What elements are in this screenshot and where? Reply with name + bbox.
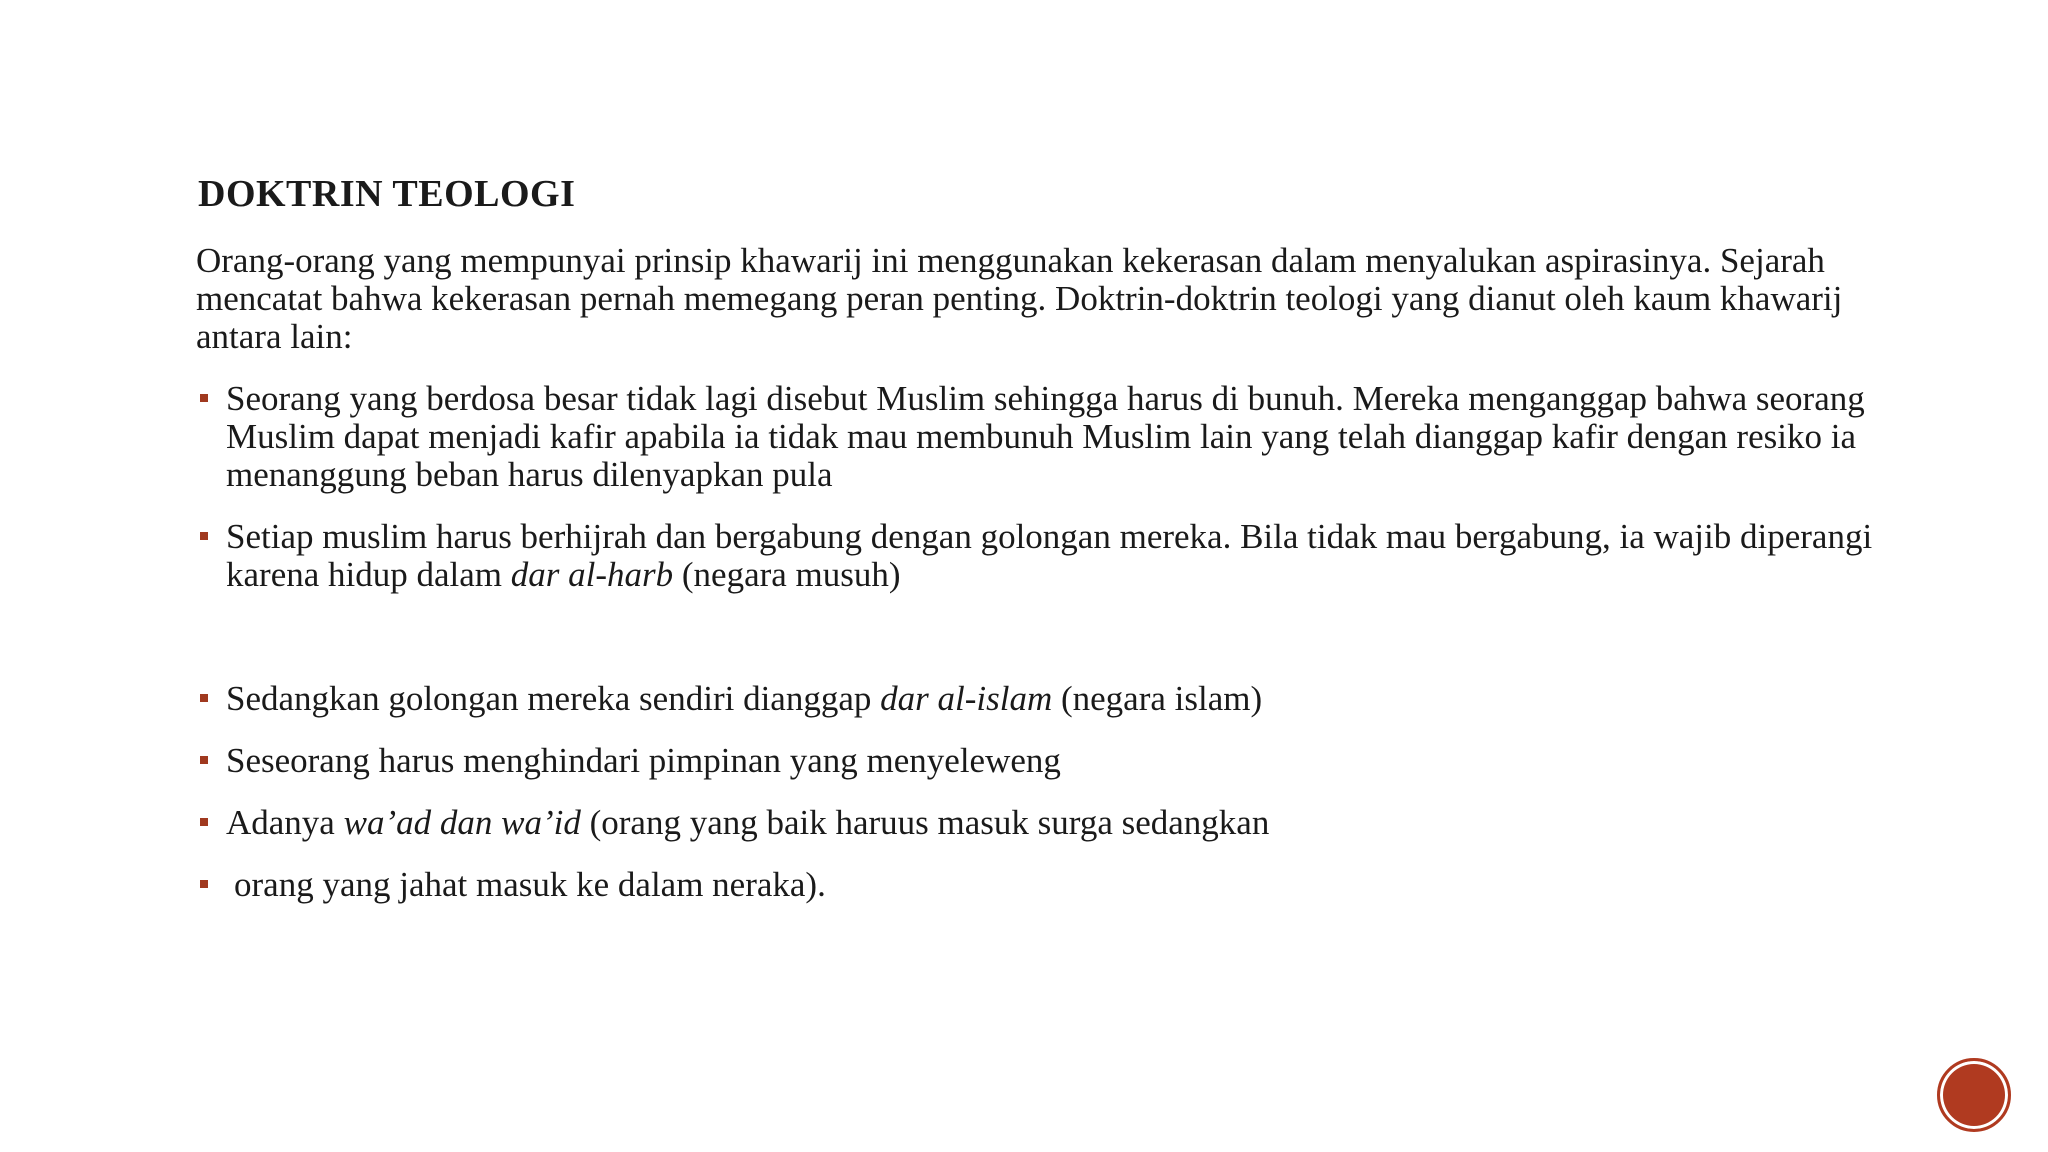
square-bullet-icon [200, 394, 208, 402]
intro-paragraph: Orang-orang yang mempunyai prinsip khawarij ini menggunakan kekerasan dalam menyalukan aspirasinya. Sejarah mencatat bahwa kekerasan pernah memegang peran penting. Doktrin-doktrin teologi yang dianut oleh kaum khawarij antara lain: [196, 241, 1843, 356]
bullet-text-before: Sedangkan golongan mereka sendiri dianggap [226, 679, 881, 718]
list-item [196, 380, 1916, 494]
italic-term: dar al-harb [510, 555, 674, 594]
list-item [196, 804, 1916, 842]
doctrine-list [196, 380, 1916, 904]
bullet-text [226, 517, 1872, 594]
bullet-text [226, 679, 1262, 718]
italic-term: wa’ad dan wa’id [343, 803, 581, 842]
bullet-text [226, 803, 1269, 842]
bullet-text-after: (orang yang baik haruus masuk surga sedangkan [580, 803, 1270, 842]
bullet-text-after: (negara islam) [1052, 679, 1263, 718]
square-bullet-icon [200, 818, 208, 826]
square-bullet-icon [200, 880, 208, 888]
bullet-text-after: (negara musuh) [673, 555, 901, 594]
square-bullet-icon [200, 756, 208, 764]
square-bullet-icon [200, 694, 208, 702]
italic-term: dar al-islam [880, 679, 1053, 718]
bullet-text: Seorang yang berdosa besar tidak lagi disebut Muslim sehingga harus di bunuh. Mereka menganggap bahwa seorang Muslim dapat menjadi kafir apabila ia tidak mau membunuh Muslim lain yang telah dianggap kafir dengan resiko ia menanggung beban harus dilenyapkan pula [226, 379, 1865, 494]
circle-badge-icon [1937, 1058, 2011, 1132]
list-item [196, 518, 1916, 594]
square-bullet-icon [200, 532, 208, 540]
bullet-text-before: Adanya [226, 803, 344, 842]
list-item [196, 866, 1916, 904]
bullet-text: orang yang jahat masuk ke dalam neraka). [234, 865, 826, 904]
bullet-text: Seseorang harus menghindari pimpinan yang menyeleweng [226, 741, 1061, 780]
slide-title: DOKTRIN TEOLOGI [198, 173, 576, 215]
bullet-text-before: Setiap muslim harus berhijrah dan bergabung dengan golongan mereka. Bila tidak mau bergabung, ia wajib diperangi karena hidup dalam [226, 517, 1873, 594]
list-item [196, 742, 1916, 780]
list-item [196, 680, 1916, 718]
